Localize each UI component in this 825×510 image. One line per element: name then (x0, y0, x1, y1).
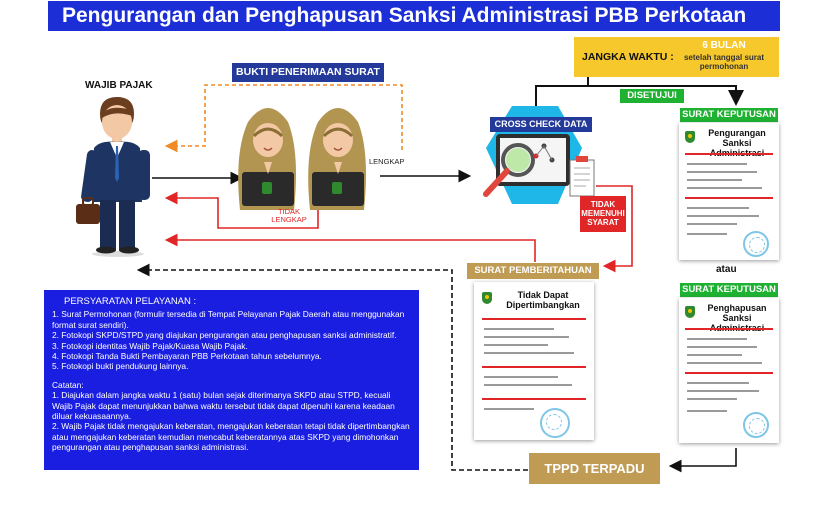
lengkap-label: LENGKAP (369, 157, 405, 166)
jangka-waktu-sub: setelah tanggal surat permohonan (683, 53, 765, 71)
persyaratan-panel (44, 290, 419, 470)
emblem-icon (685, 306, 695, 318)
catatan-heading: Catatan: (52, 379, 84, 390)
keputusan-to-tppd-arrow (672, 448, 736, 466)
emblem-icon (685, 131, 695, 143)
page-title: Pengurangan dan Penghapusan Sanksi Administrasi PBB Perkotaan (48, 1, 780, 31)
atau-label: atau (716, 264, 737, 275)
surat-keputusan-1-tag: SURAT KEPUTUSAN (680, 108, 778, 122)
bukti-penerimaan-tag: BUKTI PENERIMAAN SURAT (232, 63, 384, 82)
persyaratan-item: 2. Fotokopi SKPD/STPD yang diajukan pengurangan atau penghapusan sanksi administratif. (52, 330, 397, 341)
stamp-icon (743, 231, 769, 257)
persyaratan-item: 5. Fotokopi bukti pendukung lainnya. (52, 361, 189, 372)
surat-pemberitahuan-document (474, 282, 594, 440)
emblem-icon (482, 292, 492, 304)
persyaratan-heading: PERSYARATAN PELAYANAN : (64, 296, 197, 307)
jangka-waktu-value: 6 BULAN (702, 40, 746, 51)
surat-pemberitahuan-title: Tidak Dapat Dipertimbangkan (506, 290, 580, 310)
surat-pemberitahuan-tag: SURAT PEMBERITAHUAN (467, 263, 599, 279)
pemberitahuan-return-arrow (168, 240, 535, 262)
jangka-waktu-label: JANGKA WAKTU : (582, 51, 674, 63)
tidak-lengkap-label: TIDAK LENGKAP (271, 207, 307, 224)
jangka-waktu-box (574, 37, 779, 77)
persyaratan-item: 4. Fotokopi Tanda Bukti Pembayaran PBB Perkotaan tahun sebelumnya. (52, 351, 322, 362)
surat-keputusan-1-document (679, 123, 779, 260)
tppd-terpadu-box: TPPD TERPADU (529, 453, 660, 484)
disetujui-tag: DISETUJUI (620, 89, 684, 103)
surat-keputusan-2-tag: SURAT KEPUTUSAN (680, 283, 778, 297)
catatan-item: 2. Wajib Pajak tidak mengajukan keberatan, mengajukan keberatan tetapi tidak dipertimbangkan atau mengajukan keberatan kemudian mencabut keberatannya atas SKPD yang dimohonkan pengurangan atau penghapusan sanksi administrasi. (52, 421, 410, 453)
wajib-pajak-label: WAJIB PAJAK (85, 80, 153, 91)
cross-check-tag: CROSS CHECK DATA (490, 117, 592, 132)
surat-keputusan-1-title: Pengurangan Sanksi (708, 128, 766, 148)
persyaratan-item: 1. Surat Permohonan (formulir tersedia di Tempat Pelayanan Pajak Daerah atau menggunakan format surat sendiri). (52, 309, 405, 330)
catatan-item: 1. Diajukan dalam jangka waktu 1 (satu) bulan sejak diterimanya SKPD atau STPD, kecuali Wajib Pajak dapat menunjukkan bahwa waktu tersebut tidak dapat dipenuhi karena keadaan diluar kekuasaannya. (52, 390, 395, 422)
persyaratan-item: 3. Fotokopi identitas Wajib Pajak/Kuasa Wajib Pajak. (52, 340, 248, 351)
tidak-memenuhi-syarat-tag: TIDAK MEMENUHI SYARAT (580, 196, 626, 232)
surat-keputusan-2-title: Penghapusan Sanksi (707, 303, 767, 323)
surat-keputusan-2-document (679, 298, 779, 443)
stamp-icon (743, 412, 769, 438)
businessman-icon (70, 92, 160, 257)
stamp-icon (540, 408, 570, 438)
service-staff-illustration (228, 92, 390, 212)
